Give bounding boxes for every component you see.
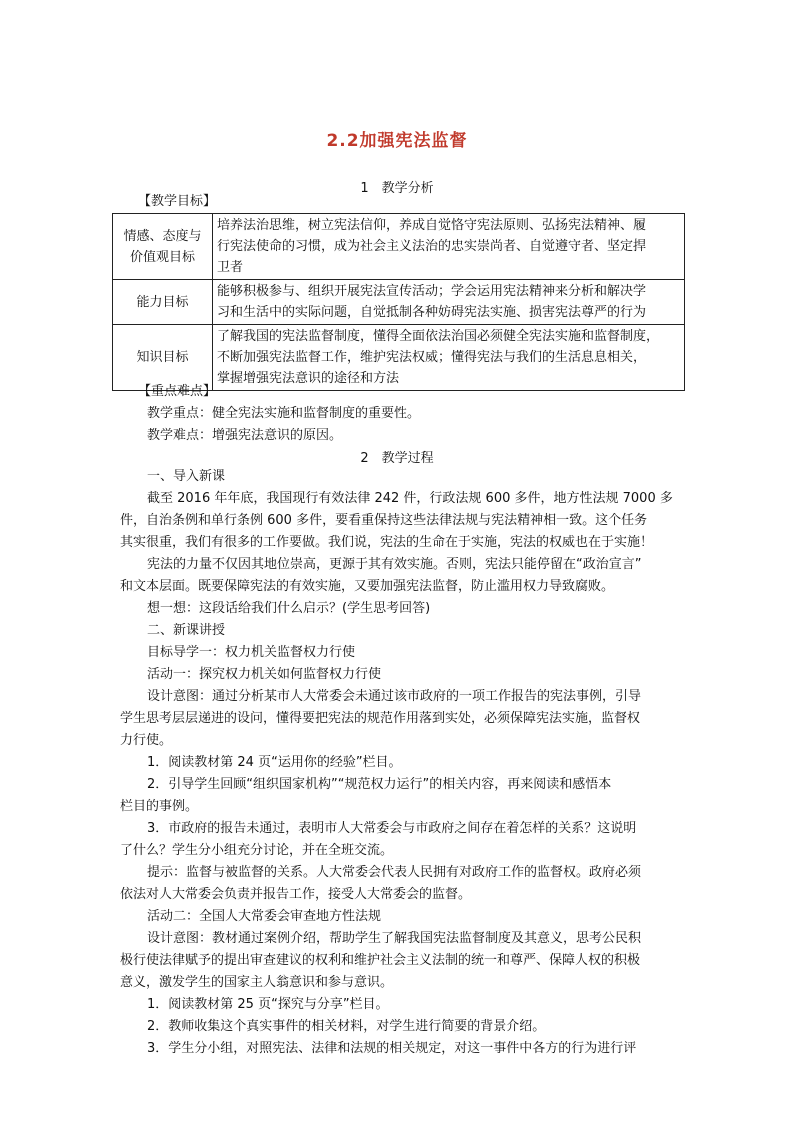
body-line: 想一想：这段话给我们什么启示？(学生思考回答): [147, 601, 431, 616]
table-row-text: 能够积极参与、组织开展宪法宣传活动；学会运用宪法精神来分析和解决学 习和生活中的实际问题，自觉抵制各种妨碍宪法实施、损害宪法尊严的行为: [213, 280, 685, 325]
objectives-table: [112, 213, 685, 391]
body-line: 学生思考层层递进的设问，懂得要把宪法的规范作用落到实处，必须保障宪法实施，监督权: [120, 711, 641, 726]
table-row: [113, 214, 685, 280]
body-line: 截至 2016 年年底，我国现行有效法律 242 件，行政法规 600 多件，地方性法规 7000 多: [147, 491, 673, 506]
table-row-label: 能力目标: [113, 280, 213, 325]
body-line: 其实很重，我们有很多的工作要做。我们说，宪法的生命在于实施，宪法的权威也在于实施！: [120, 535, 654, 550]
goals-label: 【教学目标】: [138, 194, 217, 209]
difficult-point: 教学难点：增强宪法意识的原因。: [147, 428, 343, 443]
keypoints-label: 【重点难点】: [138, 384, 217, 399]
body-line: 目标导学一：权力机关监督权力行使: [147, 645, 356, 660]
body-line: 了什么？学生分小组充分讨论，并在全班交流。: [120, 843, 394, 858]
body-line: 意义，激发学生的国家主人翁意识和参与意识。: [120, 975, 394, 990]
body-line: 提示：监督与被监督的关系。人大常委会代表人民拥有对政府工作的监督权。政府必须: [147, 865, 642, 880]
body-line: 活动一：探究权力机关如何监督权力行使: [147, 667, 382, 682]
section-heading-process: 2 教学过程: [360, 451, 434, 466]
body-line: 一、导入新课: [147, 469, 226, 484]
body-line: 极行使法律赋予的提出审查建议的权利和维护社会主义法制的统一和尊严、保障人权的积极: [120, 953, 641, 968]
body-line: 依法对人大常委会负责并报告工作，接受人大常委会的监督。: [120, 887, 472, 902]
body-line: 设计意图：通过分析某市人大常委会未通过该市政府的一项工作报告的宪法事例，引导: [147, 689, 642, 704]
body-line: 2．教师收集这个真实事件的相关材料，对学生进行简要的背景介绍。: [147, 1019, 546, 1034]
table-row-text: 培养法治思维，树立宪法信仰，养成自觉恪守宪法原则、弘扬宪法精神、履 行宪法使命的习惯，成为社会主义法治的忠实崇尚者、自觉遵守者、坚定捍 卫者: [213, 214, 685, 280]
body-line: 栏目的事例。: [120, 799, 199, 814]
body-line: 宪法的力量不仅因其地位崇高，更源于其有效实施。否则，宪法只能停留在“政治宣言”: [147, 557, 642, 572]
body-line: 2．引导学生回顾“组织国家机构”“规范权力运行”的相关内容，再来阅读和感悟本: [147, 777, 612, 792]
table-row: [113, 325, 685, 391]
body-line: 和文本层面。既要保障宪法的有效实施，又要加强宪法监督，防止滥用权力导致腐败。: [120, 579, 615, 594]
table-row-label: 情感、态度与 价值观目标: [113, 214, 213, 280]
body-line: 二、新课讲授: [147, 623, 226, 638]
body-line: 力行使。: [120, 733, 173, 748]
table-row-text: 了解我国的宪法监督制度，懂得全面依法治国必须健全宪法实施和监督制度， 不断加强宪法监督工作，维护宪法权威；懂得宪法与我们的生活息息相关， 掌握增强宪法意识的途径和方法: [213, 325, 685, 391]
document-title: 2.2加强宪法监督: [326, 131, 468, 151]
key-point: 教学重点：健全宪法实施和监督制度的重要性。: [147, 406, 421, 421]
body-line: 1．阅读教材第 24 页“运用你的经验”栏目。: [147, 755, 402, 770]
body-line: 3．市政府的报告未通过，表明市人大常委会与市政府之间存在着怎样的关系？这说明: [147, 821, 637, 836]
body-line: 1．阅读教材第 25 页“探究与分享”栏目。: [147, 997, 389, 1012]
body-line: 活动二：全国人大常委会审查地方性法规: [147, 909, 382, 924]
section-heading-analysis: 1 教学分析: [360, 181, 434, 196]
table-row: [113, 280, 685, 325]
body-line: 件，自治条例和单行条例 600 多件，要看重保持这些法律法规与宪法精神相一致。这个任务: [120, 513, 648, 528]
body-line: 3．学生分小组，对照宪法、法律和法规的相关规定，对这一事件中各方的行为进行评: [147, 1041, 637, 1056]
body-line: 设计意图：教材通过案例介绍，帮助学生了解我国宪法监督制度及其意义，思考公民积: [147, 931, 642, 946]
table-row-label: 知识目标: [113, 325, 213, 391]
